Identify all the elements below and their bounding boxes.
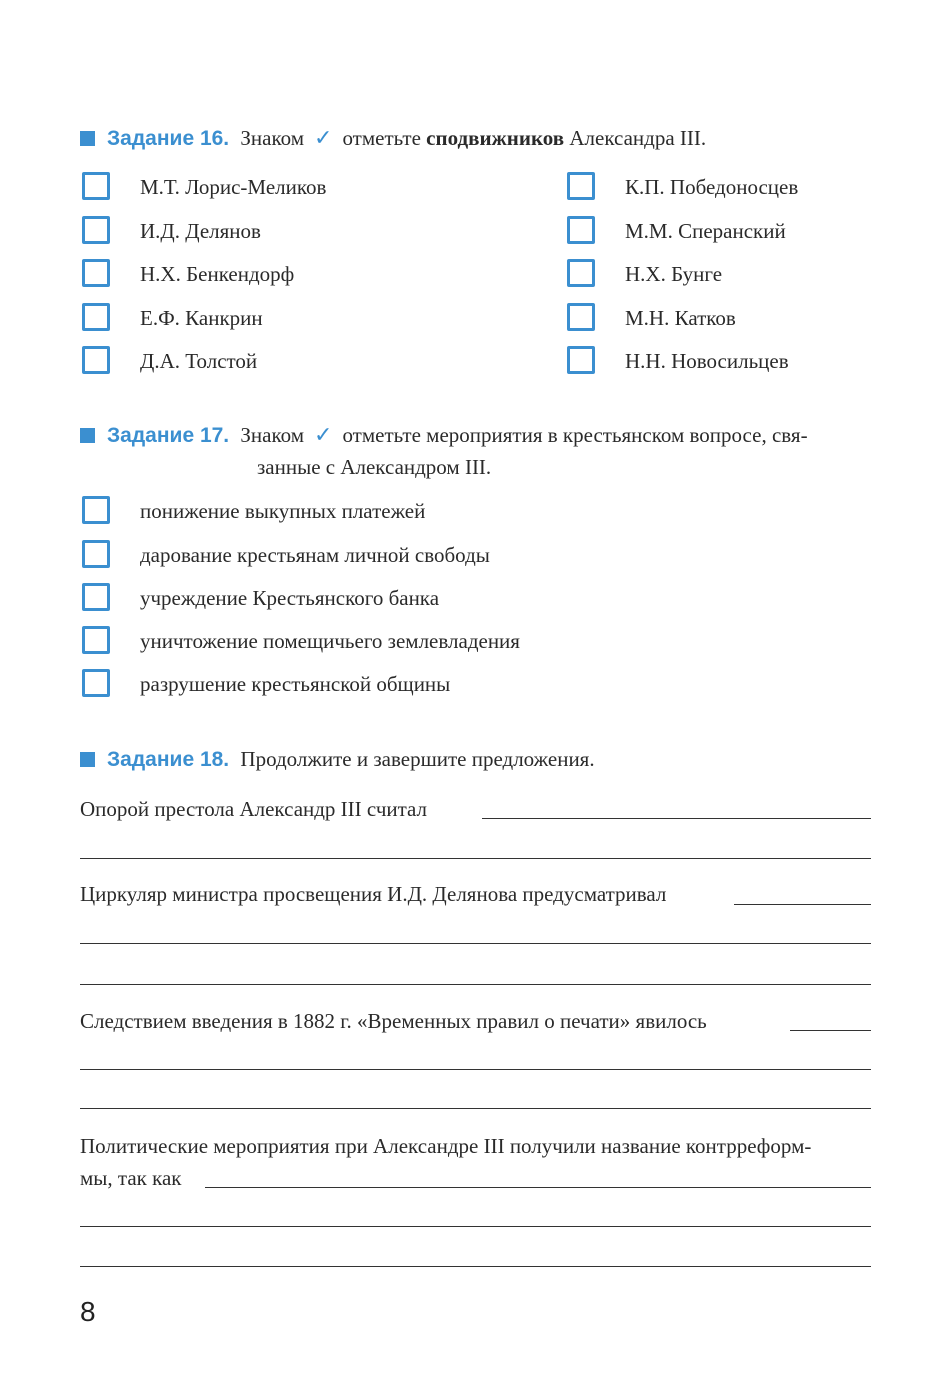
- checkbox[interactable]: [82, 346, 110, 374]
- checkbox[interactable]: [82, 626, 110, 654]
- checkbox[interactable]: [82, 172, 110, 200]
- answer-line[interactable]: [482, 818, 871, 819]
- option-label: Н.Х. Бенкендорф: [140, 262, 295, 286]
- option-label: Н.Х. Бунге: [625, 262, 723, 286]
- sentence-1: Опорой престола Александр III считал: [80, 797, 428, 821]
- answer-line[interactable]: [790, 1030, 871, 1031]
- task-17-heading: [80, 419, 808, 452]
- checkbox[interactable]: [567, 216, 595, 244]
- page-number: 8: [80, 1296, 96, 1327]
- sentence-4-line1: Политические мероприятия при Александре III получили название контрреформ-: [80, 1134, 812, 1158]
- task-16-heading: [80, 122, 706, 155]
- checkbox[interactable]: [567, 172, 595, 200]
- task-16-text-after: Александра III.: [569, 126, 707, 150]
- answer-line[interactable]: [80, 858, 871, 859]
- option-label: Н.Н. Новосильцев: [625, 349, 789, 373]
- sentence-2: Циркуляр министра просвещения И.Д. Делянова предусматривал: [80, 882, 667, 906]
- option-label: разрушение крестьянской общины: [140, 672, 451, 696]
- option-label: учреждение Крестьянского банка: [140, 586, 440, 610]
- answer-line[interactable]: [80, 1069, 871, 1070]
- task-18-label: Задание 18.: [107, 748, 230, 771]
- task-17-intro: Знаком: [240, 423, 305, 447]
- checkbox[interactable]: [567, 346, 595, 374]
- sentence-3: Следствием введения в 1882 г. «Временных правил о печати» явилось: [80, 1009, 707, 1033]
- answer-line[interactable]: [80, 984, 871, 985]
- option-label: М.Н. Катков: [625, 306, 736, 330]
- checkbox[interactable]: [82, 496, 110, 524]
- option-label: Д.А. Толстой: [140, 349, 258, 373]
- checkmark-icon: ✓: [314, 126, 333, 151]
- task-marker-icon: [80, 752, 95, 767]
- checkbox[interactable]: [82, 303, 110, 331]
- sentence-4-line2: мы, так как: [80, 1166, 182, 1190]
- task-16-intro: Знаком: [240, 126, 305, 150]
- answer-line[interactable]: [80, 1226, 871, 1227]
- task-marker-icon: [80, 131, 95, 146]
- option-label: М.Т. Лорис-Меликов: [140, 175, 327, 199]
- task-18-heading: [80, 743, 595, 776]
- answer-line[interactable]: [80, 943, 871, 944]
- task-16-text-bold: сподвижников: [426, 126, 565, 150]
- task-17-text-line2: занные с Александром III.: [257, 455, 492, 479]
- task-16-label: Задание 16.: [107, 127, 230, 150]
- checkmark-icon: ✓: [314, 423, 333, 448]
- checkbox[interactable]: [567, 303, 595, 331]
- checkbox[interactable]: [82, 583, 110, 611]
- task-17-text-line1: отметьте мероприятия в крестьянском вопросе, свя-: [342, 423, 808, 447]
- option-label: уничтожение помещичьего землевладения: [140, 629, 520, 653]
- task-16-text-before: отметьте: [342, 126, 421, 150]
- option-label: И.Д. Делянов: [140, 219, 261, 243]
- task-17-label: Задание 17.: [107, 424, 230, 447]
- answer-line[interactable]: [80, 1108, 871, 1109]
- task-18-text: Продолжите и завершите предложения.: [240, 747, 595, 771]
- checkbox[interactable]: [82, 669, 110, 697]
- checkbox[interactable]: [82, 259, 110, 287]
- checkbox[interactable]: [82, 216, 110, 244]
- answer-line[interactable]: [205, 1187, 871, 1188]
- answer-line[interactable]: [734, 904, 871, 905]
- option-label: Е.Ф. Канкрин: [140, 306, 263, 330]
- checkbox[interactable]: [82, 540, 110, 568]
- option-label: К.П. Победоносцев: [625, 175, 799, 199]
- task-marker-icon: [80, 428, 95, 443]
- answer-line[interactable]: [80, 1266, 871, 1267]
- option-label: М.М. Сперанский: [625, 219, 786, 243]
- option-label: дарование крестьянам личной свободы: [140, 543, 490, 567]
- checkbox[interactable]: [567, 259, 595, 287]
- option-label: понижение выкупных платежей: [140, 499, 426, 523]
